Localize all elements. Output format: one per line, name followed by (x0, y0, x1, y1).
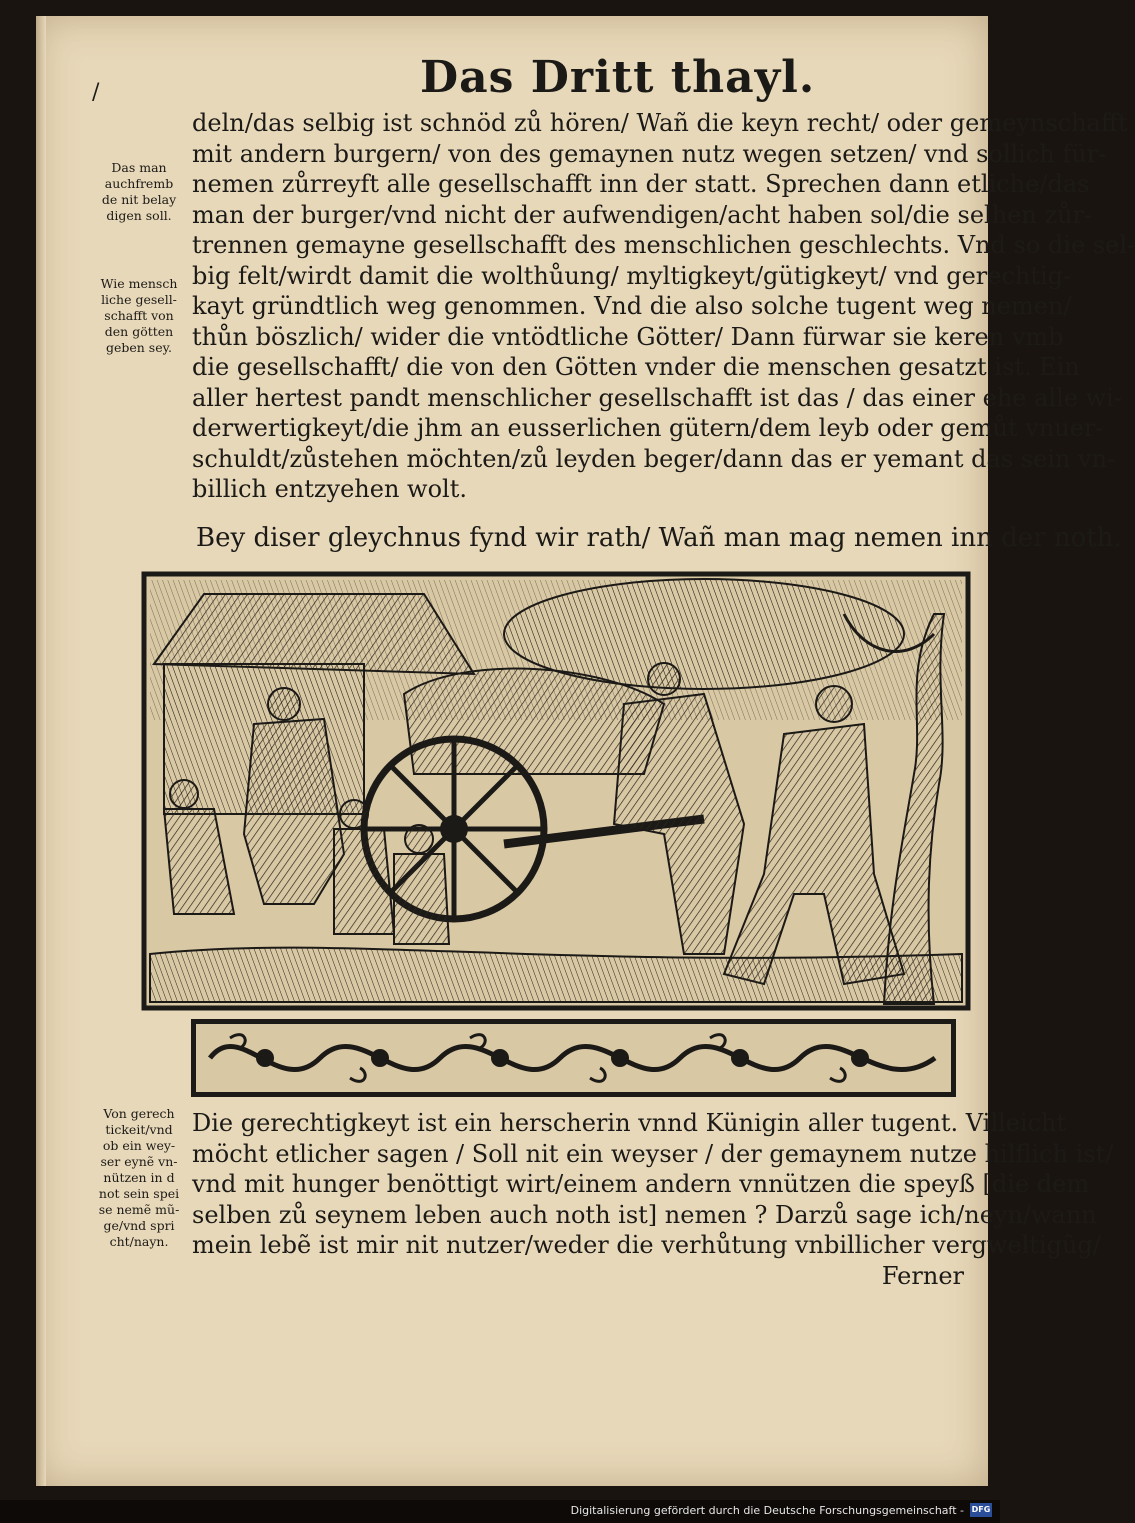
margin-note-line: ob ein wey- (102, 1138, 176, 1153)
text-line: billich entzyehen wolt. (192, 475, 467, 503)
margin-note-line: cht/nayn. (109, 1234, 169, 1249)
text-line: mit andern burgern/ von des gemaynen nutz wegen setzen/ vnd sollich für- (192, 139, 1107, 168)
page-mark: / (92, 80, 100, 105)
text-line: trennen gemayne gesellschafft des menschlichen geschlechts. Vnd so die sel- (192, 231, 1135, 259)
margin-note-line: Wie mensch (100, 276, 178, 291)
margin-note-line: liche gesell- (101, 292, 177, 307)
margin-note-line: tickeit/vnd (105, 1122, 173, 1137)
dfg-logo-icon: DFG (970, 1503, 992, 1517)
text-line: derwertigkeyt/die jhm an eusserlichen gütern/dem leyb oder gemůt vnuer- (192, 414, 1104, 442)
margin-note-line: Das man (111, 160, 167, 175)
text-line: möcht etlicher sagen / Soll nit ein weyser / der gemaynem nutze hilflich ist/ (192, 1139, 1114, 1168)
text-line: schuldt/zůstehen möchten/zů leyden beger/dann das er yemant das sein vn- (192, 444, 1116, 473)
text-line: nemen zůrreyft alle gesellschafft inn der statt. Sprechen dann etliche/das (192, 170, 1090, 198)
text-line: mein lebẽ ist mir nit nutzer/weder die verhůtung vnbillicher vergweltigũg/ (192, 1231, 1101, 1259)
text-line: die gesellschafft/ die von den Götten vnder die menschen gesatzt ist. Ein (192, 353, 1080, 381)
text-line: big felt/wirdt damit die wolthůung/ myltigkeyt/gütigkeyt/ vnd gerechtig- (192, 261, 1072, 290)
margin-note-line: schafft von (104, 308, 174, 323)
margin-note-line: geben sey. (105, 340, 172, 355)
margin-note-line: se nemẽ mũ- (98, 1202, 180, 1217)
margin-note-line: ge/vnd spri (103, 1218, 175, 1233)
margin-note-line: Von gerech (103, 1106, 175, 1121)
margin-note-line: ser eynẽ vn- (100, 1154, 178, 1169)
footer-credit: Digitalisierung gefördert durch die Deutsche Forschungsgemeinschaft - (570, 1504, 964, 1517)
text-line: thůn böszlich/ wider die vntödtliche Götter/ Dann fürwar sie keren vmb (192, 322, 1064, 351)
margin-note-line: digen soll. (106, 208, 172, 223)
running-head: Das Dritt thayl. (420, 52, 816, 103)
margin-note-line: den götten (104, 324, 174, 339)
text-line: aller hertest pandt menschlicher gesellschafft ist das / das einer ehe alle wi- (192, 383, 1122, 412)
text-line: man der burger/vnd nicht der aufwendigen/acht haben sol/die selhen zůr- (192, 200, 1093, 229)
text-line: kayt gründtlich weg genommen. Vnd die also solche tugent weg nemen/ (192, 292, 1072, 320)
footer-bar (0, 1500, 1000, 1523)
body-text-lower (192, 1108, 1114, 1291)
margin-note-1 (98, 160, 180, 224)
margin-note-line: nützen in d (103, 1170, 175, 1185)
page-gutter (36, 16, 46, 1486)
ornamental-border (190, 1018, 957, 1098)
text-line: selben zů seynem leben auch noth ist] nemen ? Darzů sage ich/neyn/wann (192, 1200, 1097, 1229)
margin-note-3 (98, 1106, 180, 1250)
text-line: deln/das selbig ist schnöd zů hören/ Wañ die keyn recht/ oder gemeynschafft (192, 109, 1128, 137)
body-text-upper (192, 108, 1135, 505)
margin-note-line: auchfremb (104, 176, 174, 191)
woodcut-caption: Bey diser gleychnus fynd wir rath/ Wañ man mag nemen inn der noth. (196, 523, 1122, 553)
margin-note-2 (98, 276, 180, 356)
text-line: vnd mit hunger benöttigt wirt/einem andern vnnützen die speyß [die dem (192, 1170, 1090, 1198)
margin-note-line: de nit belay (101, 192, 177, 207)
woodcut-illustration (144, 574, 968, 1008)
text-line: Die gerechtigkeyt ist ein herscherin vnnd Künigin aller tugent. Villeicht (192, 1109, 1067, 1137)
margin-note-line: not sein spei (98, 1186, 180, 1201)
catchword: Ferner (881, 1261, 964, 1290)
